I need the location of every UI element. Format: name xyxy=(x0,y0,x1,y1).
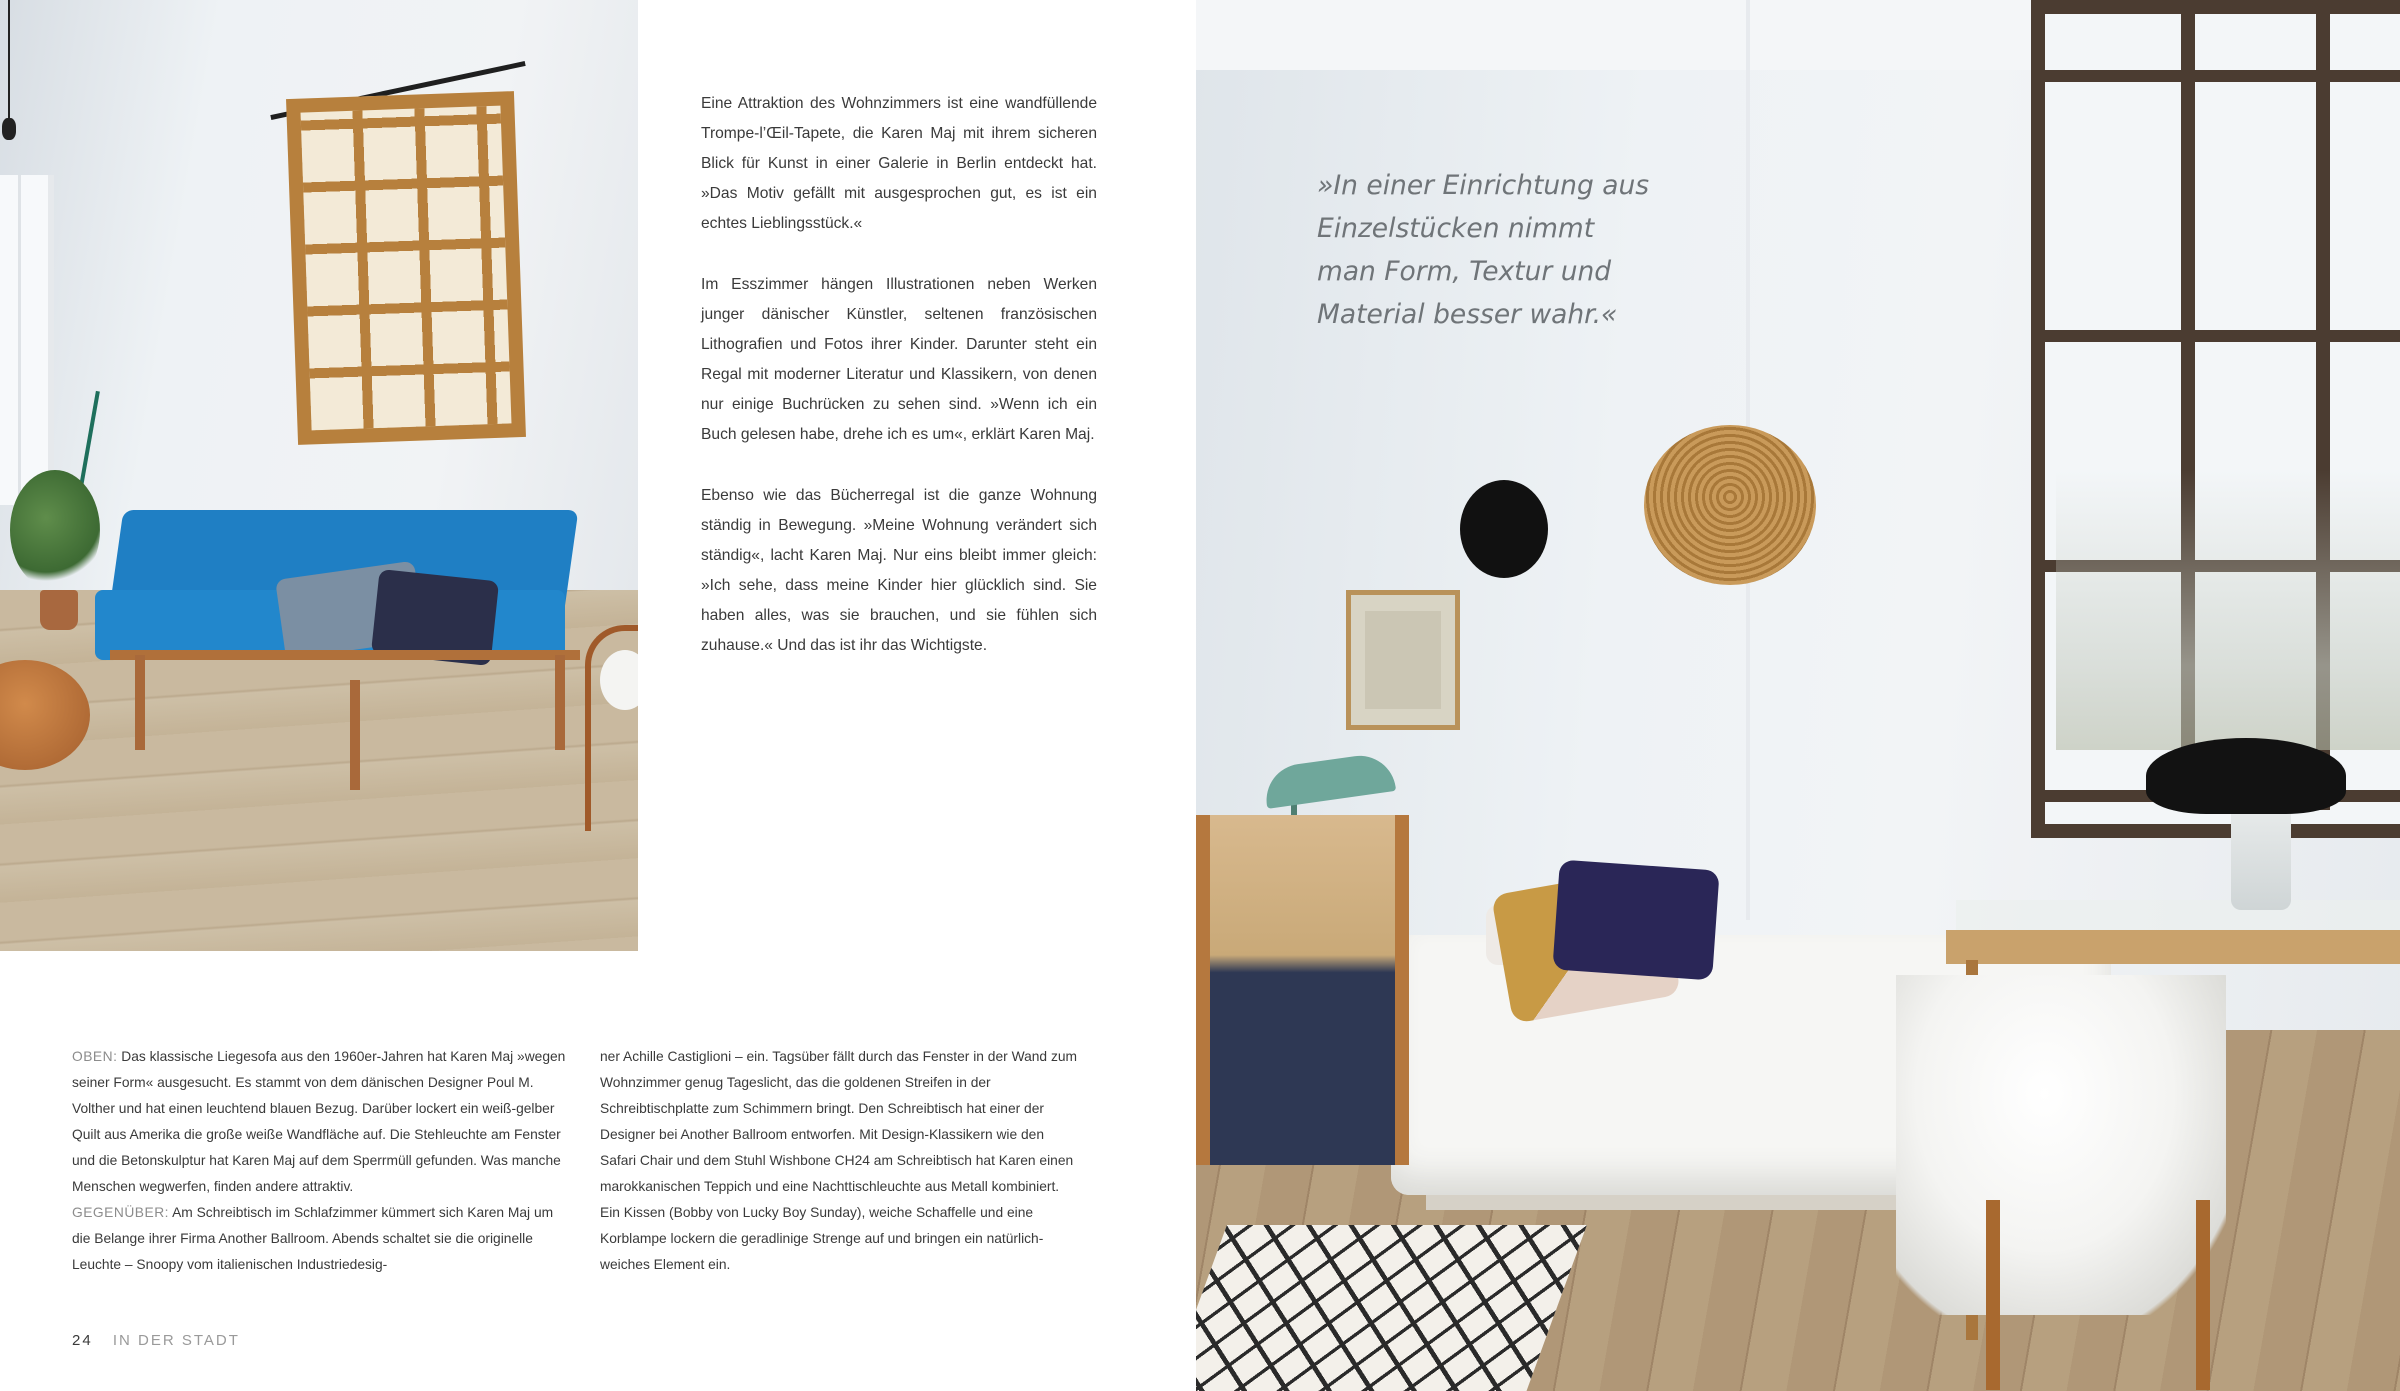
snoopy-lamp-base xyxy=(2231,800,2291,910)
caption-label-top: OBEN: xyxy=(72,1049,118,1064)
right-page xyxy=(1196,0,2400,1391)
page-folio xyxy=(72,1332,240,1349)
caption-column-2: ner Achille Castiglioni – ein. Tagsüber fällt durch das Fenster in der Wand zum Wohnzimmer genug Tageslicht, das die goldenen Streifen in der Schreibtischplatte zum Schimmern bringt. Den Schreibtisch hat einer der Designer bei Another Ballroom entworfen. Mit Design-Klassikern wie den Safari Chair und dem Stuhl Wishbone CH24 am Schreibtisch hat Karen einen marokkanischen Teppich und eine Nachttischleuchte aus Metall kombiniert. Ein Kissen (Bobby von Lucky Boy Sunday), weiche Schaffelle und eine Korblampe lockern die geradlinige Strenge auf und bringen ein natürlich-weiches Element ein. xyxy=(600,1049,1078,1272)
pendant-bulb xyxy=(2,118,16,140)
page-number: 24 xyxy=(72,1332,93,1349)
left-page xyxy=(0,0,1196,1391)
sofa-frame xyxy=(110,650,580,660)
window-transom xyxy=(2031,330,2400,342)
sofa-leg xyxy=(135,655,145,750)
caption-label-opposite: GEGENÜBER: xyxy=(72,1205,169,1220)
window-transom xyxy=(2031,70,2400,82)
sofa-leg xyxy=(555,655,565,750)
caption-text-opposite: Am Schreibtisch im Schlafzimmer kümmert sich Karen Maj um die Belange ihrer Firma Another Ballroom. Abends schaltet sie die originelle Leuchte – Snoopy vom italienischen Industriedesig- xyxy=(72,1205,554,1272)
pull-quote: »In einer Einrichtung aus Einzelstücken nimmt man Form, Textur und Material besser wahr.« xyxy=(1317,170,1650,330)
plant-pot xyxy=(40,590,78,630)
rattan-pendant-lamp xyxy=(1644,425,1816,585)
wishbone-chair-leg xyxy=(1986,1200,2000,1390)
sheepskin-throw xyxy=(1896,975,2226,1315)
living-room-photo xyxy=(0,0,638,951)
sofa-leg xyxy=(350,680,360,790)
wall-quilt xyxy=(286,91,526,445)
safari-chair xyxy=(1196,815,1409,1165)
green-desk-lamp xyxy=(1262,751,1396,809)
wishbone-chair-leg xyxy=(2196,1200,2210,1390)
snoopy-lamp-shade xyxy=(2146,738,2346,814)
bed-pillow xyxy=(1552,860,1719,981)
caption-column-1 xyxy=(72,1044,574,1278)
pendant-cord xyxy=(8,0,10,120)
desk-top xyxy=(1946,930,2400,964)
body-paragraph: Ebenso wie das Bücherregal ist die ganze Wohnung ständig in Bewegung. »Meine Wohnung verändert sich ständig«, lacht Karen Maj. Nur eins bleibt immer gleich: »Ich sehe, dass meine Kinder hier glücklich sind. Sie haben alles, was sie brauchen, und sie fühlen sich zuhause.« Und das ist ihr das Wichtigste. xyxy=(701,487,1097,654)
body-paragraph: Eine Attraktion des Wohnzimmers ist eine wandfüllende Trompe-l’Œil-Tapete, die Karen Maj mit ihrem sicheren Blick für Kunst in einer Galerie in Berlin entdeckt hat. »Das Motiv gefällt mit ausgesprochen gut, es ist ein echtes Lieblingsstück.« xyxy=(701,95,1097,232)
wall-hat xyxy=(1460,480,1548,578)
framed-picture xyxy=(1346,590,1460,730)
body-text xyxy=(701,89,1097,692)
potted-plant xyxy=(10,470,100,590)
section-title: IN DER STADT xyxy=(112,1332,240,1349)
moroccan-rug xyxy=(1196,1225,1587,1391)
caption-text-top: Das klassische Liegesofa aus den 1960er-Jahren hat Karen Maj »wegen seiner Form« ausgesucht. Es stammt von dem dänischen Designer Poul M. Volther und hat einen leuchtend blauen Bezug. Darüber lockert ein weiß-gelber Quilt aus Amerika die große weiße Wandfläche auf. Die Stehleuchte am Fenster und die Betonskulptur hat Karen Maj auf dem Sperrmüll gefunden. Was manche Menschen wegwerfen, finden andere attraktiv. xyxy=(72,1049,566,1194)
window-view xyxy=(2056,470,2400,750)
photo-window xyxy=(0,175,54,505)
body-paragraph: Im Esszimmer hängen Illustrationen neben Werken junger dänischer Künstler, seltenen französischen Lithografien und Fotos ihrer Kinder. Darunter steht ein Regal mit moderner Literatur und Klassikern, von denen nur einige Buchrücken zu sehen sind. »Wenn ich ein Buch gelesen habe, drehe ich es um«, erklärt Karen Maj. xyxy=(701,276,1097,443)
